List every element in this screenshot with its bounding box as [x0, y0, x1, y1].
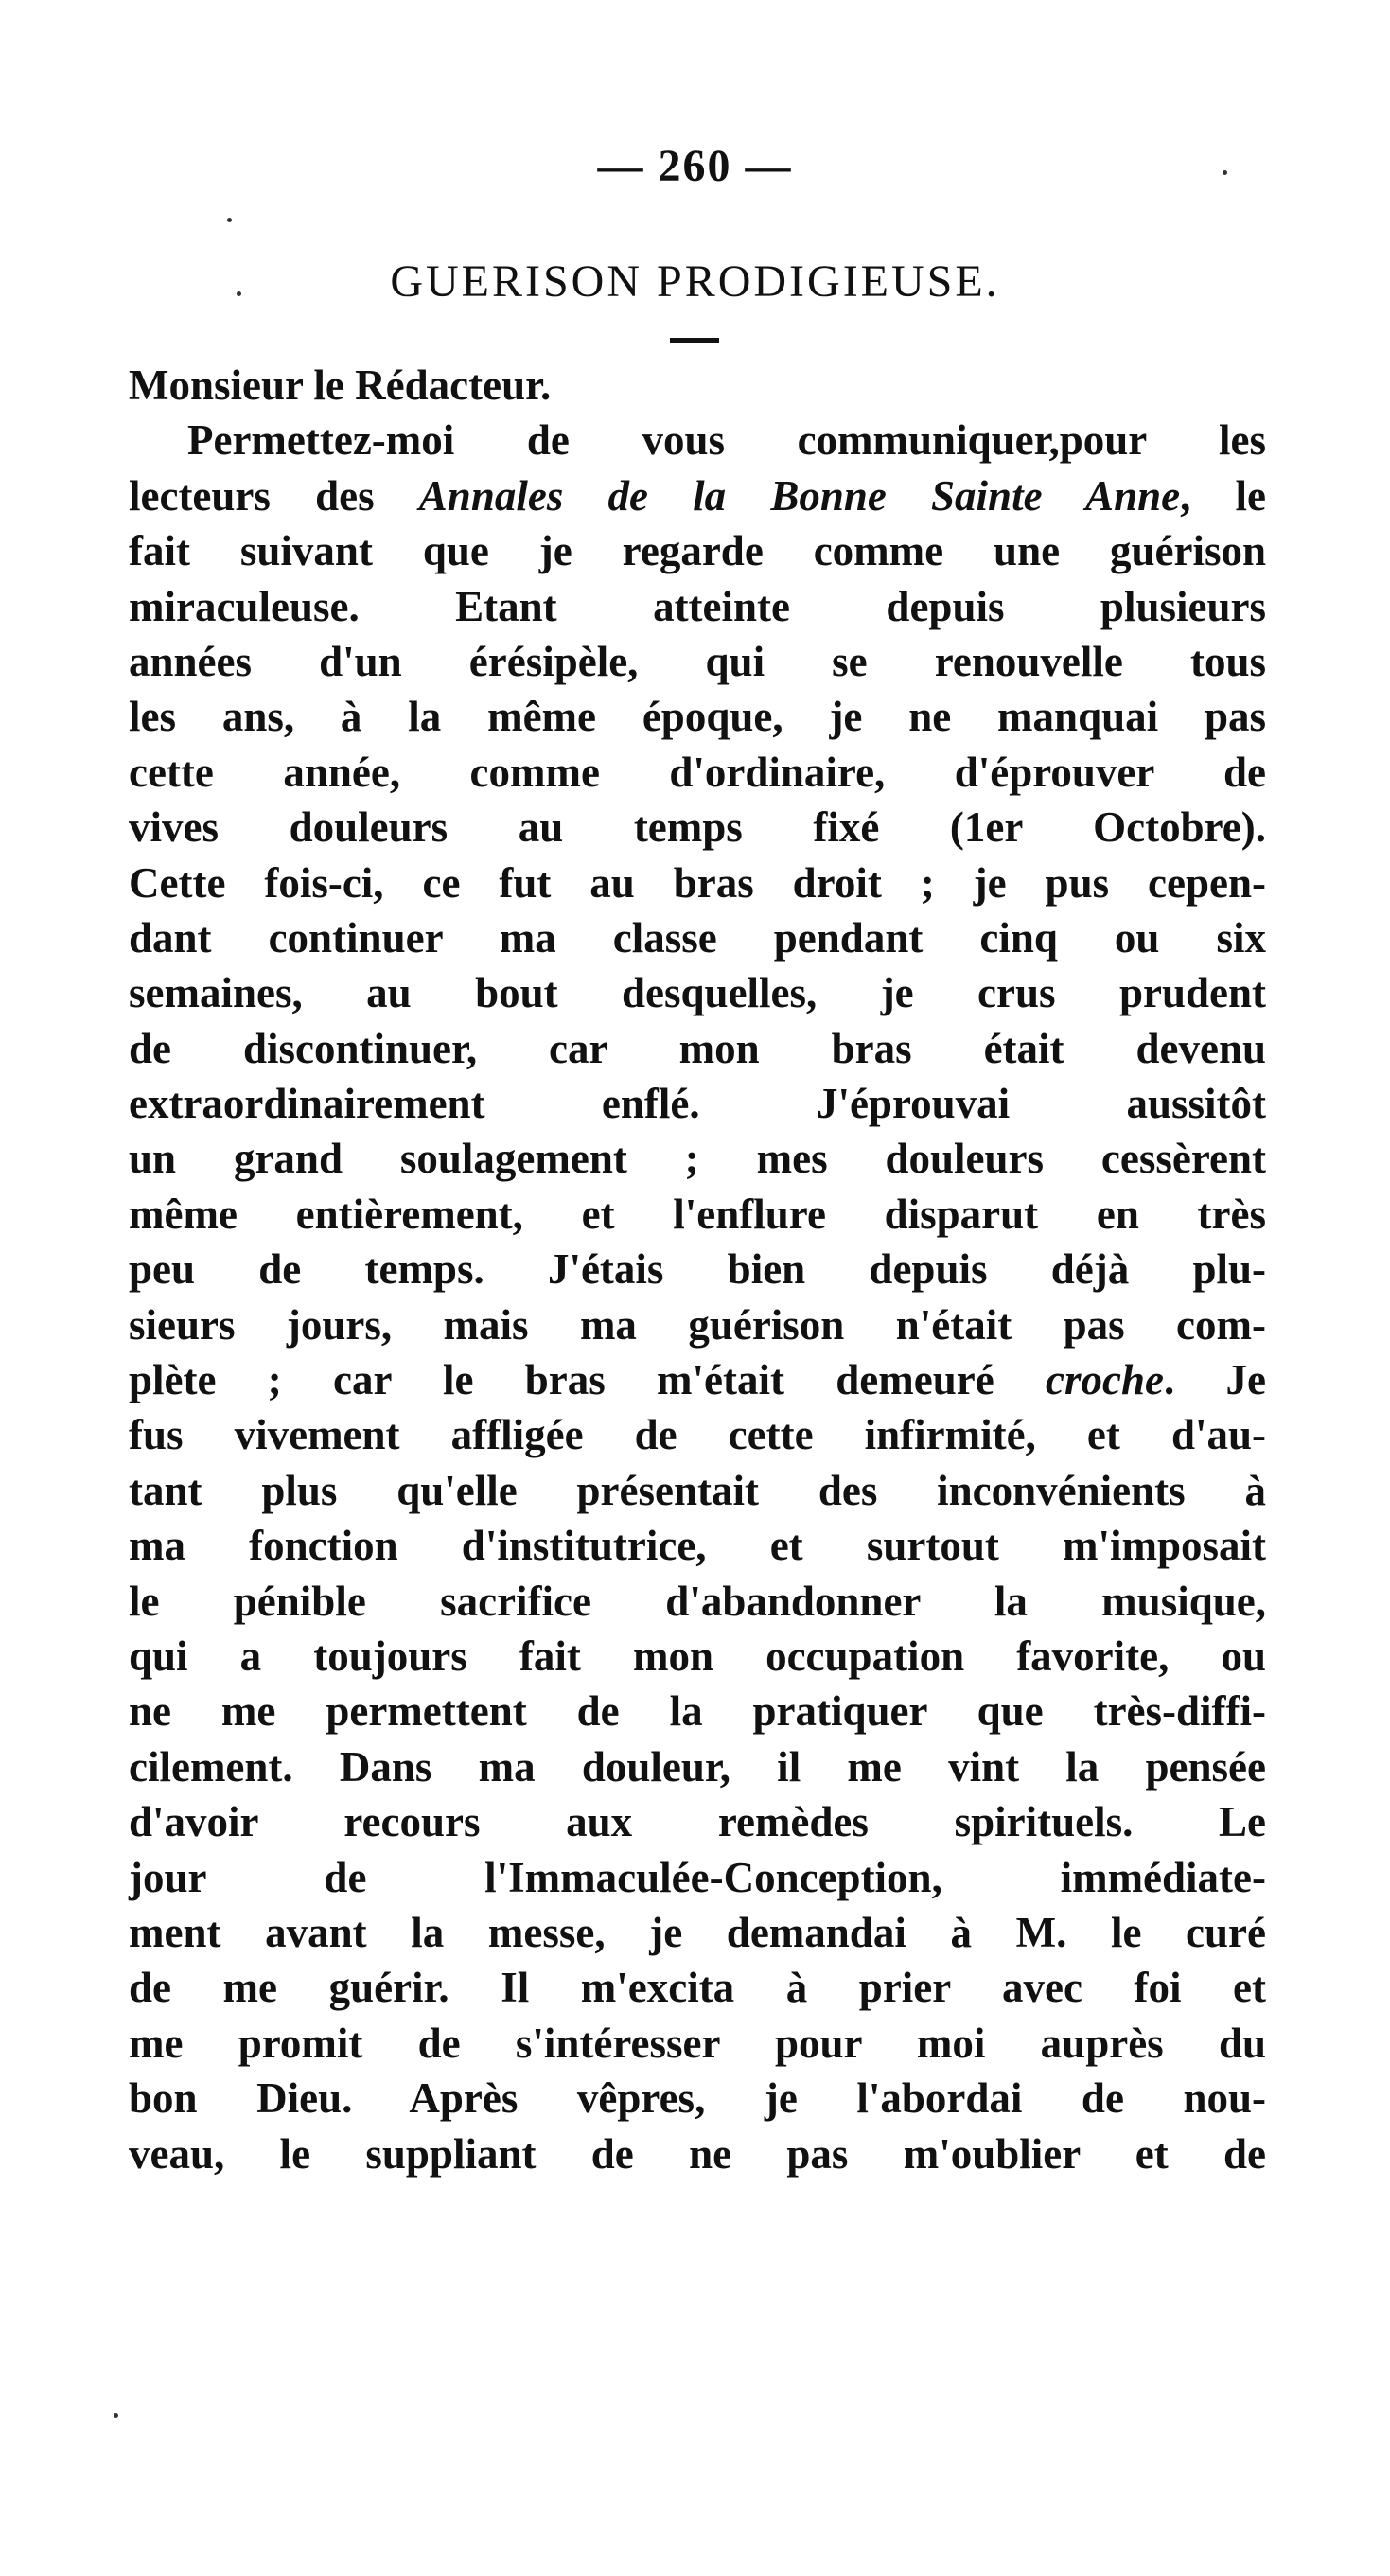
- text-line: cette année, comme d'ordinaire, d'éprouver de: [129, 748, 1266, 796]
- text-line: veau, le suppliant de ne pas m'oublier et de: [129, 2129, 1266, 2178]
- italic-word: croche: [1046, 1356, 1164, 1404]
- text-line: de discontinuer, car mon bras était devenu: [129, 1024, 1266, 1072]
- text-line: miraculeuse. Etant atteinte depuis plusieurs: [129, 582, 1266, 630]
- text-segment: plète ; car le bras m'était demeuré: [129, 1356, 1046, 1404]
- text-line: ment avant la messe, je demandai à M. le curé: [129, 1908, 1266, 1956]
- text-line: peu de temps. J'étais bien depuis déjà plu-: [129, 1245, 1266, 1294]
- text-line: ne me permettent de la pratiquer que très-diffi-: [129, 1687, 1266, 1736]
- text-line: tant plus qu'elle présentait des inconvénients à: [129, 1466, 1266, 1514]
- text-line: années d'un érésipèle, qui se renouvelle tous: [129, 637, 1266, 685]
- text-line: cilement. Dans ma douleur, il me vint la pensée: [129, 1742, 1266, 1791]
- text-line: [129, 468, 1266, 523]
- text-segment: . Je: [1163, 1356, 1266, 1404]
- text-line: semaines, au bout desquelles, je crus prudent: [129, 969, 1266, 1017]
- letter-body: [129, 358, 1266, 2181]
- text-line: ma fonction d'institutrice, et surtout m'imposait: [129, 1522, 1266, 1570]
- chapter-title: GUERISON PRODIGIEUSE.: [390, 256, 1000, 307]
- text-line: le pénible sacrifice d'abandonner la musique,: [129, 1577, 1266, 1625]
- text-line: me promit de s'intéresser pour moi auprès du: [129, 2019, 1266, 2067]
- print-speck: [1223, 170, 1227, 175]
- print-speck: [114, 2413, 118, 2418]
- print-speck: [237, 291, 241, 296]
- text-line: jour de l'Immaculée-Conception, immédiate-: [129, 1853, 1266, 1901]
- title-divider: [670, 338, 719, 343]
- text-line: sieurs jours, mais ma guérison n'était pas com-: [129, 1300, 1266, 1349]
- text-line: de me guérir. Il m'excita à prier avec foi et: [129, 1964, 1266, 2012]
- text-line: vives douleurs au temps fixé (1er Octobre).: [129, 803, 1266, 852]
- text-line: dant continuer ma classe pendant cinq ou six: [129, 913, 1266, 962]
- page-number: — 260 —: [597, 141, 793, 191]
- text-line: fus vivement affligée de cette infirmité, et d'au-: [129, 1411, 1266, 1459]
- text-line: d'avoir recours aux remèdes spirituels. Le: [129, 1798, 1266, 1846]
- text-line: bon Dieu. Après vêpres, je l'abordai de nou-: [129, 2074, 1266, 2123]
- text-segment: lecteurs des: [129, 471, 419, 520]
- journal-title: Annales de la Bonne Sainte Anne: [418, 471, 1181, 520]
- text-line: Cette fois-ci, ce fut au bras droit ; je pus cepen-: [129, 858, 1266, 907]
- text-line: qui a toujours fait mon occupation favorite, ou: [129, 1632, 1266, 1680]
- text-line: même entièrement, et l'enflure disparut en très: [129, 1190, 1266, 1238]
- text-line: les ans, à la même époque, je ne manquai pas: [129, 693, 1266, 741]
- text-line: fait suivant que je regarde comme une guérison: [129, 527, 1266, 575]
- text-line: extraordinairement enflé. J'éprouvai aussitôt: [129, 1080, 1266, 1128]
- text-line: Permettez-moi de vous communiquer,pour les: [187, 416, 1266, 465]
- text-line: [129, 1352, 1266, 1407]
- print-speck: [227, 218, 232, 222]
- salutation-line: Monsieur le Rédacteur.: [129, 362, 552, 409]
- text-line: un grand soulagement ; mes douleurs cessèrent: [129, 1135, 1266, 1183]
- text-segment: , le: [1180, 471, 1267, 520]
